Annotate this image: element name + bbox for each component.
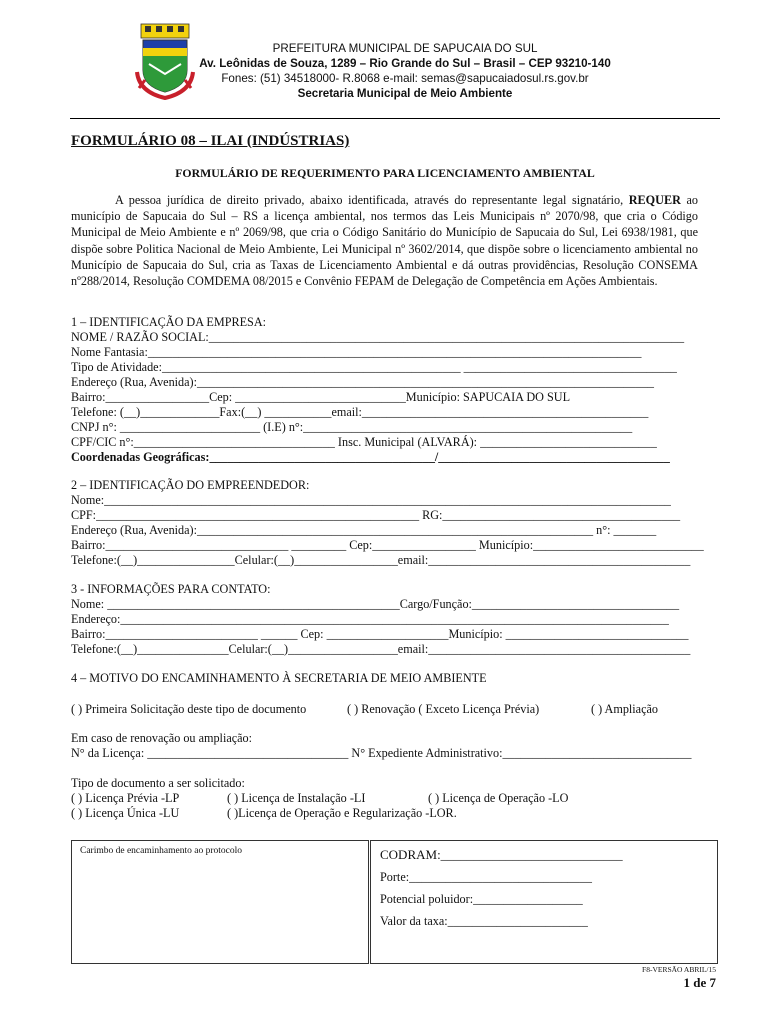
header-contact: Fones: (51) 34518000- R.8068 e-mail: semas@sapucaiadosul.rs.gov.br: [221, 72, 589, 85]
porte-field[interactable]: Porte:______________________________: [380, 870, 592, 884]
section1-title: 1 – IDENTIFICAÇÃO DA EMPRESA:: [71, 315, 267, 329]
contact-district-field[interactable]: Bairro:_________________________ ______ Cep: ____________________Município: ______________________________: [71, 627, 689, 641]
company-address-field[interactable]: Endereço (Rua, Avenida):___________________________________________________________________________: [71, 375, 655, 389]
form-title: FORMULÁRIO 08 – ILAI (INDÚSTRIAS): [71, 133, 350, 149]
version-label: F8-VERSÃO ABRIL/15: [642, 965, 716, 974]
codram-field[interactable]: CODRAM:____________________________: [380, 847, 623, 862]
trade-name-field[interactable]: Nome Fantasia:_________________________________________________________________________________: [71, 345, 642, 359]
cnpj-field[interactable]: CNPJ n°: _______________________ (I.E) n°:______________________________________________________: [71, 420, 633, 434]
cpf-cic-field[interactable]: CPF/CIC n°:_________________________________ Insc. Municipal (ALVARÁ): _____________________________: [71, 435, 657, 449]
license-number-field[interactable]: N° da Licença: _________________________________ N° Expediente Administrativo:_______________________________: [71, 746, 692, 760]
header-org: PREFEITURA MUNICIPAL DE SAPUCAIA DO SUL: [272, 42, 538, 55]
valor-taxa-field[interactable]: Valor da taxa:_______________________: [380, 914, 588, 928]
doc-type-label: Tipo de documento a ser solicitado:: [71, 776, 245, 790]
geo-coordinates-field[interactable]: Coordenadas Geográficas:_____________________________________/______________________________________: [71, 450, 670, 464]
contact-phone-field[interactable]: Telefone:(__)_______________Celular:(__)__________________email:___________________________________________: [71, 642, 691, 656]
lor-checkbox[interactable]: ( )Licença de Operação e Regularização -LOR.: [227, 806, 457, 820]
header-address: Av. Leônidas de Souza, 1289 – Rio Grande do Sul – Brasil – CEP 93210-140: [199, 57, 611, 70]
first-request-checkbox[interactable]: ( ) Primeira Solicitação deste tipo de documento: [71, 702, 307, 716]
entrepreneur-address-field[interactable]: Endereço (Rua, Avenida):_________________________________________________________________ n°: _______: [71, 523, 657, 537]
protocol-stamp-box: [71, 840, 369, 964]
contact-address-field[interactable]: Endereço:__________________________________________________________________________________________: [71, 612, 669, 626]
form-subtitle: FORMULÁRIO DE REQUERIMENTO PARA LICENCIAMENTO AMBIENTAL: [175, 166, 595, 180]
intro-text-end: ao município de Sapucaia do Sul – RS a licença ambiental, nos termos das Leis Municipais nº 2070/98, que cria o Código Municipal de Meio Ambiente e nº 2069/98, que cria o Código Sanitário do Município de Sapucaia do Sul, Lei 6938/1981, que dispõe sobre Politica Nacional de Meio Ambiente, Lei Municipal nº 3602/2014, que dispõe sobre o licenciamento ambiental no Município de Sapucaia do Sul, cria as Taxas de Licenciamento Ambiental e dá outras providências, Resolução CONSEMA nº288/2014, Resolução COMDEMA 08/2015 e Convênio FEPAM de Delegação de Competência em Ações Ambientais.: [71, 193, 699, 289]
contact-name-field[interactable]: Nome: ________________________________________________Cargo/Função:__________________________________: [71, 597, 680, 611]
potencial-poluidor-field[interactable]: Potencial poluidor:__________________: [380, 892, 583, 906]
entrepreneur-district-field[interactable]: Bairro:______________________________ _________ Cep:_________________ Município:____________________________: [71, 538, 704, 552]
lu-checkbox[interactable]: ( ) Licença Única -LU: [71, 806, 180, 820]
entrepreneur-cpf-field[interactable]: CPF:_____________________________________________________ RG:_______________________________________: [71, 508, 681, 522]
intro-text-start: A pessoa jurídica de direito privado, abaixo identificada, através do representante legal signatário,: [115, 193, 624, 207]
renewal-label: Em caso de renovação ou ampliação:: [71, 731, 253, 745]
section2-title: 2 – IDENTIFICAÇÃO DO EMPREENDEDOR:: [71, 478, 310, 492]
entrepreneur-name-field[interactable]: Nome:_____________________________________________________________________________________________: [71, 493, 671, 507]
company-phone-field[interactable]: Telefone: (__)_____________Fax:(__) ___________email:_______________________________________________: [71, 405, 649, 419]
intro-paragraph: [71, 192, 698, 289]
header-department: Secretaria Municipal de Meio Ambiente: [297, 87, 513, 100]
header-divider: [70, 118, 720, 119]
expansion-checkbox[interactable]: ( ) Ampliação: [591, 702, 659, 716]
renewal-checkbox[interactable]: ( ) Renovação ( Exceto Licença Prévia): [347, 702, 540, 716]
company-name-field[interactable]: NOME / RAZÃO SOCIAL:______________________________________________________________________________: [71, 330, 685, 344]
section3-title: 3 - INFORMAÇÕES PARA CONTATO:: [71, 582, 271, 596]
lo-checkbox[interactable]: ( ) Licença de Operação -LO: [428, 791, 569, 805]
page-number: 1 de 7: [683, 975, 716, 990]
activity-type-field[interactable]: Tipo de Atividade:_________________________________________________ ___________________________________: [71, 360, 677, 374]
company-district-field[interactable]: Bairro:_________________Cep: ____________________________Município: SAPUCAIA DO SUL: [71, 390, 571, 404]
protocol-stamp-label: Carimbo de encaminhamento ao protocolo: [80, 846, 242, 856]
lp-checkbox[interactable]: ( ) Licença Prévia -LP: [71, 791, 180, 805]
entrepreneur-phone-field[interactable]: Telefone:(__)________________Celular:(__)_________________email:___________________________________________: [71, 553, 691, 567]
section4-title: 4 – MOTIVO DO ENCAMINHAMENTO À SECRETARIA DE MEIO AMBIENTE: [71, 671, 487, 685]
intro-requer: REQUER: [628, 193, 681, 207]
li-checkbox[interactable]: ( ) Licença de Instalação -LI: [227, 791, 366, 805]
